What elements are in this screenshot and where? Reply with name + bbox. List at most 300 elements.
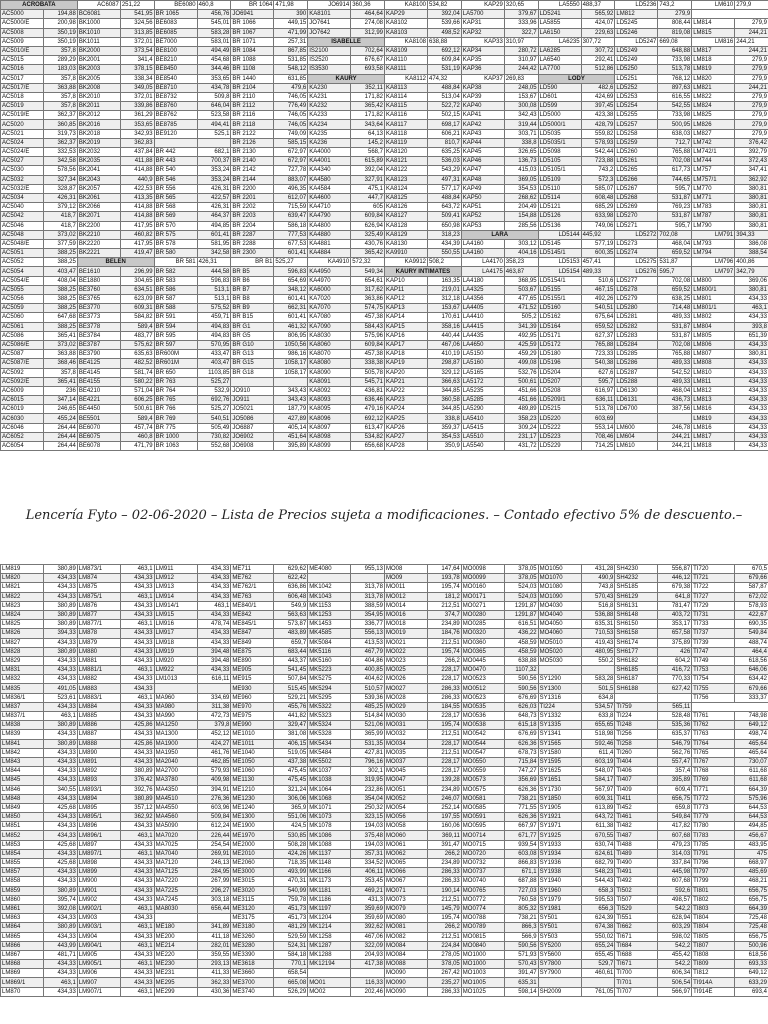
item-code <box>231 377 274 386</box>
item-code: LA7700 <box>538 65 581 74</box>
item-price: 530,85 <box>274 831 308 840</box>
item-price: 434,33 <box>735 405 768 414</box>
item-price: 494,85 <box>197 221 231 230</box>
item-price: 365,41 <box>44 331 78 340</box>
item-price: 434,33 <box>120 978 154 987</box>
item-code: LM852 <box>1 831 44 840</box>
item-code: MK1181 <box>308 886 351 895</box>
item-price: 485,69 <box>735 868 768 877</box>
item-price: 531,19 <box>428 65 462 74</box>
item-price: 380,81 <box>735 193 768 202</box>
item-price: 601,41 <box>274 295 308 304</box>
table-row <box>1 629 768 638</box>
item-price: 507,84 <box>274 675 308 684</box>
item-price: 700,37 <box>197 157 231 166</box>
item-price: 388,25 <box>44 258 78 267</box>
item-code: KA7090 <box>308 322 351 331</box>
item-code: MO0585 <box>461 803 504 812</box>
item-code: SY1925 <box>538 831 581 840</box>
item-code: BE3760 <box>77 285 120 294</box>
item-code: MO0160 <box>461 583 504 592</box>
item-price: 378,15 <box>120 65 154 74</box>
item-code: MK1173 <box>308 877 351 886</box>
item-code: LD5098 <box>538 148 581 157</box>
item-code: LM887 <box>77 730 120 739</box>
item-price: 506,54 <box>658 978 692 987</box>
item-price: 410,19 <box>428 350 462 359</box>
item-code: LD5153 <box>538 258 581 267</box>
item-code: LD5000/1 <box>538 120 581 129</box>
table-row <box>1 166 768 175</box>
item-code: KA8112 <box>385 74 428 83</box>
item-code: KA4001 <box>308 157 351 166</box>
item-price: 494,41 <box>197 120 231 129</box>
item-code: LM918 <box>154 638 197 647</box>
item-price: 228,17 <box>427 757 461 766</box>
item-price: 618,56 <box>735 950 768 959</box>
item-price: 672,97 <box>274 157 308 166</box>
item-price: 304,65 <box>120 276 154 285</box>
item-code: AC5040 <box>1 203 44 212</box>
item-price: 472,73 <box>197 712 231 721</box>
item-code: KAP12 <box>385 295 428 304</box>
item-code: LM907/1 <box>77 987 120 996</box>
item-price: 434,33 <box>44 868 78 877</box>
table-row <box>1 285 768 294</box>
item-price: 483,77 <box>120 331 154 340</box>
item-price: 500,61 <box>120 405 154 414</box>
item-code: LD5286 <box>615 359 658 368</box>
item-price: 342,43 <box>504 111 538 120</box>
table-row <box>1 969 768 978</box>
item-price: 392,04 <box>351 166 385 175</box>
item-code: KA8120 <box>385 148 428 157</box>
item-price: 296,27 <box>197 886 231 895</box>
item-code: LM844 <box>1 767 44 776</box>
item-price: 460,8 <box>197 1 231 10</box>
item-price: 361,29 <box>120 111 154 120</box>
table-row <box>1 822 768 831</box>
item-price: 648,88 <box>658 46 692 55</box>
item-code: KA7080 <box>308 313 351 322</box>
item-code: LD5000 <box>538 111 581 120</box>
item-price: 212,51 <box>427 601 461 610</box>
item-price: 759,78 <box>274 895 308 904</box>
item-code: ME1900 <box>231 822 274 831</box>
item-code: KA4000 <box>308 148 351 157</box>
item-price: 540,38 <box>581 359 615 368</box>
item-price: 418,7 <box>44 221 78 230</box>
item-code: TI461 <box>615 813 658 822</box>
table-row <box>1 74 768 83</box>
item-code: KA8128 <box>385 221 428 230</box>
item-code: LA4160 <box>461 239 504 248</box>
item-code: TI409 <box>615 785 658 794</box>
item-code: BR 763 <box>154 377 197 386</box>
item-price: 228,17 <box>427 767 461 776</box>
item-code: SY1905 <box>538 803 581 812</box>
item-code: MK1137 <box>308 849 351 858</box>
item-price: 672,02 <box>735 592 768 601</box>
item-price: 683,44 <box>274 647 308 656</box>
item-code: SY1565 <box>538 739 581 748</box>
item-code: AC5010/E <box>1 46 44 55</box>
item-code: MO0523 <box>461 693 504 702</box>
item-price: 394,33 <box>44 629 78 638</box>
item-code: LM819 <box>692 65 735 74</box>
item-price: 358,16 <box>428 322 462 331</box>
table-row <box>1 65 768 74</box>
item-price: 617,73 <box>658 166 692 175</box>
item-price: 344,46 <box>197 65 231 74</box>
item-price: 417,82 <box>658 822 692 831</box>
item-code: LM884 <box>77 702 120 711</box>
item-code: MO5010 <box>538 638 581 647</box>
item-price: 494,85 <box>735 822 768 831</box>
item-code: MO060 <box>384 831 427 840</box>
item-code: BR 2126 <box>231 138 274 147</box>
item-price: 631,85 <box>274 74 308 83</box>
item-price: 715,59 <box>274 203 308 212</box>
item-code: MA7220 <box>154 877 197 886</box>
item-price <box>581 978 615 987</box>
table-row <box>1 331 768 340</box>
item-price: 708,46 <box>581 432 615 441</box>
item-price: 369,11 <box>427 831 461 840</box>
item-code: MO0099 <box>461 574 504 583</box>
item-code: MO029 <box>384 702 427 711</box>
item-price: 434,33 <box>735 377 768 386</box>
item-price: 531,87 <box>658 322 692 331</box>
item-price: 715,84 <box>504 757 538 766</box>
item-code: LD5105 <box>538 157 581 166</box>
item-code: MO0591 <box>461 813 504 822</box>
item-price: 354,53 <box>504 184 538 193</box>
item-price: 584,17 <box>581 776 615 785</box>
item-price: 548,12 <box>274 65 308 74</box>
item-code: MO018 <box>384 620 427 629</box>
item-price: 226,44 <box>197 831 231 840</box>
item-price: 244,21 <box>735 46 768 55</box>
item-code: LM818 <box>692 56 735 65</box>
item-price: 397,45 <box>581 102 615 111</box>
item-price: 311,38 <box>197 702 231 711</box>
item-code: SH6131 <box>615 601 658 610</box>
item-price: 463,1 <box>120 831 154 840</box>
item-price: 267,99 <box>197 877 231 886</box>
item-price: 190,14 <box>427 886 461 895</box>
item-price: 485,25 <box>351 702 385 711</box>
item-price: 480,95 <box>581 647 615 656</box>
item-code: BE8732 <box>154 92 197 101</box>
table-row <box>1 610 768 619</box>
item-code: LA4650 <box>461 340 504 349</box>
item-price: 635,31 <box>581 620 615 629</box>
item-code: LM824 <box>1 610 44 619</box>
item-price: 513,78 <box>581 405 615 414</box>
item-code: BK2032 <box>77 148 120 157</box>
item-price: 609,31 <box>581 794 615 803</box>
item-price: 687,88 <box>504 877 538 886</box>
item-code: SY1290 <box>538 675 581 684</box>
footer-note: Lencería Fyto – 02-06-2020 – Lista de Precios sujeta a modificaciones. – Contado efectivo 5% de descuento.– <box>25 508 743 523</box>
item-code: MO073 <box>384 895 427 904</box>
item-code: LM905 <box>77 950 120 959</box>
item-code: KAP41 <box>461 111 504 120</box>
item-code: TI487 <box>615 831 658 840</box>
item-price: 659,52 <box>658 249 692 258</box>
item-code: LD5209/1 <box>538 396 581 405</box>
item-code: LM842 <box>1 748 44 757</box>
item-code: BR 1067 <box>231 28 274 37</box>
item-price: 434,33 <box>44 877 78 886</box>
item-price: 649,12 <box>735 721 768 730</box>
item-price: 357,31 <box>351 849 385 858</box>
item-price: 380,89 <box>44 886 78 895</box>
item-code: LM837 <box>1 702 44 711</box>
item-code: LM867 <box>1 950 44 959</box>
item-price: 616,97 <box>581 386 615 395</box>
item-price: 463,1 <box>120 923 154 932</box>
table-row <box>1 295 768 304</box>
item-price: 616,55 <box>658 92 692 101</box>
item-code: SY7800 <box>538 960 581 969</box>
item-price: 463,1 <box>120 592 154 601</box>
item-price: 536,03 <box>428 157 462 166</box>
item-code: LD5254 <box>615 102 658 111</box>
item-code: ME840/1 <box>231 601 274 610</box>
item-code: BR 775 <box>154 423 197 432</box>
item-price: 434,33 <box>120 629 154 638</box>
item-price: 417,38 <box>351 960 385 969</box>
item-price: 664,39 <box>735 904 768 913</box>
item-code: LA5510 <box>461 432 504 441</box>
item-code: LM903 <box>77 914 120 923</box>
item-code: BK2000 <box>77 46 120 55</box>
item-price: 436,22 <box>504 629 538 638</box>
price-list-bottom-table <box>0 564 768 997</box>
item-code: LM819 <box>692 414 735 423</box>
item-code: LA5160 <box>461 359 504 368</box>
item-price: 434,33 <box>44 574 78 583</box>
item-price: 531,87 <box>658 331 692 340</box>
item-code: LM894 <box>77 794 120 803</box>
item-price: 548,23 <box>581 868 615 877</box>
item-code: KAP42 <box>461 120 504 129</box>
table-row <box>1 721 768 730</box>
item-price: 357,8 <box>44 92 78 101</box>
item-code: JO6914 <box>308 1 351 10</box>
item-price: 502,15 <box>428 111 462 120</box>
item-code: LA4356 <box>461 295 504 304</box>
item-code: SY1940 <box>538 877 581 886</box>
item-code: SH6188 <box>615 684 658 693</box>
item-code: MO0536 <box>461 712 504 721</box>
item-code: AC5060 <box>1 313 44 322</box>
item-price: 659,52 <box>581 322 615 331</box>
item-price: 414,88 <box>120 166 154 175</box>
item-price: 244,21 <box>735 83 768 92</box>
item-code: BR 1088 <box>231 56 274 65</box>
item-price: 434,33 <box>44 592 78 601</box>
item-price: 1058,17 <box>274 368 308 377</box>
item-code: KA8129 <box>385 230 428 239</box>
item-price: 434,33 <box>735 359 768 368</box>
item-code: KAP11 <box>385 285 428 294</box>
item-code: MO0171 <box>461 592 504 601</box>
item-price: 362,92 <box>120 813 154 822</box>
item-code: BR 2200 <box>231 184 274 193</box>
item-code: LD5160 <box>538 304 581 313</box>
item-code: KAP23 <box>385 396 428 405</box>
item-code: AC6009 <box>1 386 44 395</box>
item-code: BR 570 <box>154 221 197 230</box>
item-code: LM914 <box>154 592 197 601</box>
item-code: LM859 <box>1 886 44 895</box>
item-code: MO080 <box>384 914 427 923</box>
item-price: 656,44 <box>197 904 231 913</box>
item-price: 434,33 <box>735 386 768 395</box>
item-code: MO054 <box>384 803 427 812</box>
item-code: SH6129 <box>615 592 658 601</box>
table-row <box>1 675 768 684</box>
item-price: 380,81 <box>735 184 768 193</box>
item-code: SY1960 <box>538 886 581 895</box>
item-price: 496,35 <box>274 184 308 193</box>
item-code: BK2018 <box>77 129 120 138</box>
item-code: BR 2202 <box>231 203 274 212</box>
item-price: 392,08 <box>44 904 78 913</box>
item-code: LD5269 <box>615 203 658 212</box>
item-price: 307,72 <box>581 37 615 46</box>
item-price: 417,95 <box>120 239 154 248</box>
item-price: 286,33 <box>427 693 461 702</box>
item-price: 380,89 <box>120 767 154 776</box>
item-code: MO0772 <box>461 895 504 904</box>
item-code: LM813 <box>692 396 735 405</box>
item-price: 357,8 <box>44 46 78 55</box>
item-price: 509,41 <box>428 212 462 221</box>
item-price: 468,04 <box>658 386 692 395</box>
item-price: 425,59 <box>504 340 538 349</box>
item-code: MO0815 <box>461 932 504 941</box>
item-price: 434,33 <box>120 969 154 978</box>
item-code: MO027 <box>384 684 427 693</box>
item-price: 379,67 <box>504 10 538 19</box>
item-price: 613,47 <box>351 423 385 432</box>
item-price: 441,82 <box>274 712 308 721</box>
item-code: MO0765 <box>461 886 504 895</box>
item-price: 354,95 <box>351 610 385 619</box>
item-code: ME2010 <box>231 849 274 858</box>
item-code: JO910 <box>231 386 274 395</box>
item-price: 463,1 <box>120 620 154 629</box>
item-price: 463,87 <box>504 267 538 276</box>
item-code: LM904/1 <box>77 941 120 950</box>
item-code: LD5208 <box>538 386 581 395</box>
item-code: LA4180 <box>461 276 504 285</box>
item-code: IS2100 <box>308 46 351 55</box>
item-code: ME905 <box>231 666 274 675</box>
item-price: 649,12 <box>735 969 768 978</box>
item-price: 589,4 <box>120 322 154 331</box>
item-code: LM757/1 <box>692 175 735 184</box>
item-price: 285,56 <box>504 221 538 230</box>
item-price: 212,51 <box>427 748 461 757</box>
item-price: 549,84 <box>658 813 692 822</box>
item-price: 329,47 <box>274 721 308 730</box>
item-code: LM883/1 <box>77 693 120 702</box>
item-price: 598,14 <box>504 987 538 996</box>
item-code: MA1900 <box>154 739 197 748</box>
item-code: KA4600 <box>308 193 351 202</box>
item-price: 339,86 <box>120 102 154 111</box>
item-code: LM888 <box>77 739 120 748</box>
item-price: 300,08 <box>504 102 538 111</box>
item-price: 478,74 <box>197 620 231 629</box>
item-code: ME1130 <box>231 776 274 785</box>
item-price: 646,06 <box>735 666 768 675</box>
item-code: MO088 <box>384 960 427 969</box>
item-price: 463,1 <box>120 987 154 996</box>
item-code: LM881/1 <box>77 666 120 675</box>
item-price: 380,81 <box>735 285 768 294</box>
item-price: 348,12 <box>274 285 308 294</box>
item-price: 195,74 <box>427 914 461 923</box>
item-price: 372,01 <box>120 92 154 101</box>
item-code: KA236 <box>308 138 351 147</box>
table-row <box>1 684 768 693</box>
item-code: SY503 <box>538 932 581 941</box>
item-code: LM896 <box>77 822 120 831</box>
item-price: 434,33 <box>735 396 768 405</box>
item-code: TI914A <box>692 978 735 987</box>
item-code: ME1011 <box>231 739 274 748</box>
item-code: MK5322 <box>308 702 351 711</box>
item-code: LD5114 <box>538 193 581 202</box>
item-price: 362,37 <box>44 138 78 147</box>
item-price: 434,33 <box>735 368 768 377</box>
item-code: LD5241 <box>538 10 581 19</box>
item-code: KA8108 <box>385 37 428 46</box>
item-code: SY1981 <box>538 904 581 913</box>
item-code: AC5051 <box>1 249 44 258</box>
item-price: 424,27 <box>197 739 231 748</box>
item-code: AC5019 <box>1 102 44 111</box>
item-code: BE8710 <box>154 83 197 92</box>
item-price: 376,42 <box>120 776 154 785</box>
item-price: 451,73 <box>274 914 308 923</box>
item-code: SH6182 <box>615 656 658 665</box>
item-code: LD5249 <box>615 46 658 55</box>
item-price: 357,12 <box>120 803 154 812</box>
item-code: TI258 <box>615 739 658 748</box>
item-code: BR 586 <box>154 285 197 294</box>
item-code: AC5015 <box>1 56 44 65</box>
item-price: 733,98 <box>658 56 692 65</box>
item-price: 587,87 <box>735 583 768 592</box>
item-code: ME1970 <box>231 831 274 840</box>
item-price: 570,43 <box>504 960 538 969</box>
item-code: MK1078 <box>308 822 351 831</box>
table-row <box>1 914 768 923</box>
item-code: LD5261 <box>615 157 658 166</box>
item-price: 665,08 <box>274 978 308 987</box>
item-code: BR600M <box>154 350 197 359</box>
item-code: MO031 <box>384 721 427 730</box>
item-price: 545,01 <box>197 19 231 28</box>
item-price: 413,35 <box>120 193 154 202</box>
